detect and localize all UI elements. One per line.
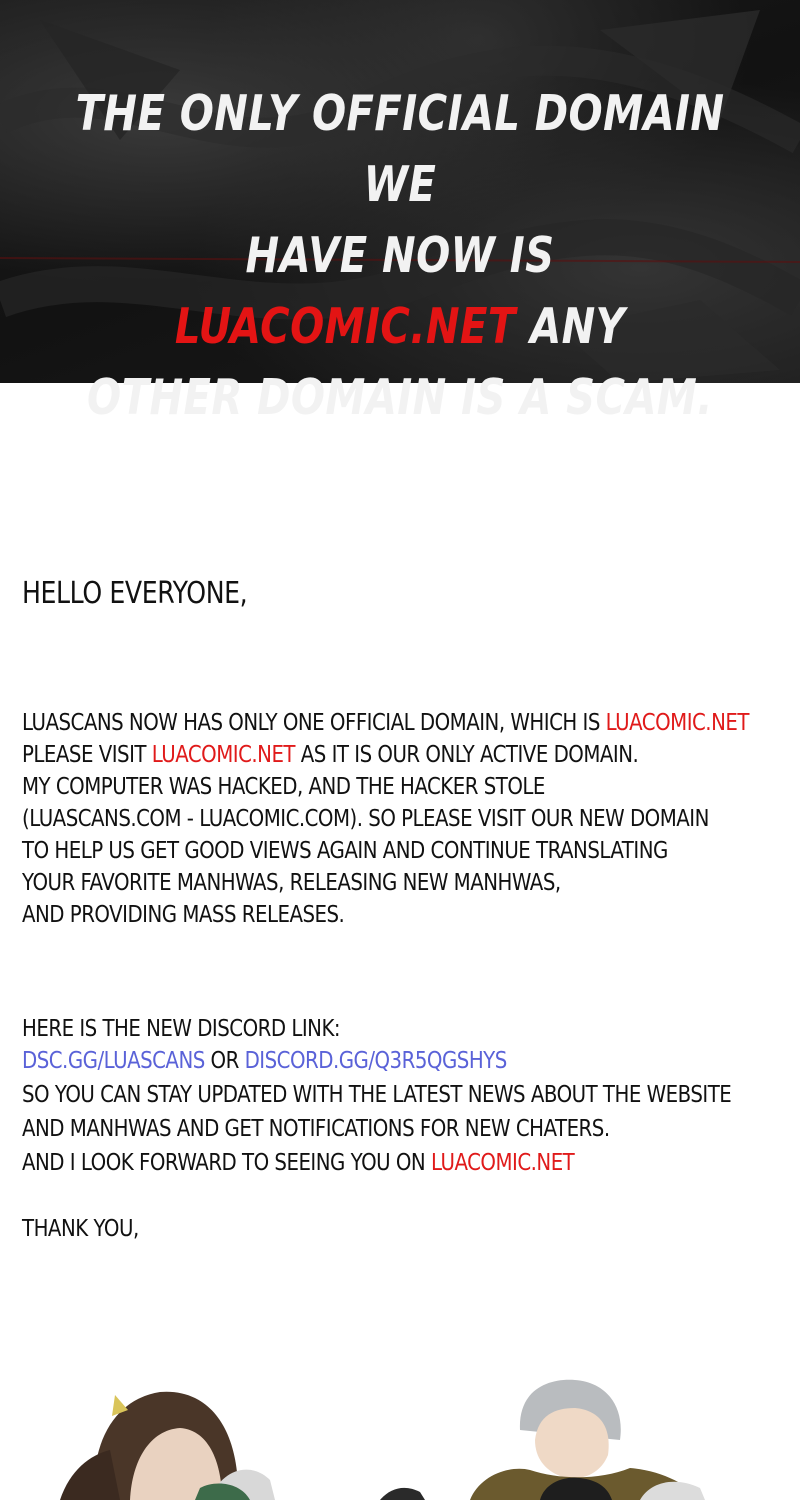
paragraph-2-line-2 xyxy=(22,1048,507,1074)
banner-message xyxy=(72,78,728,433)
domain-link[interactable]: LUACOMIC.NET xyxy=(605,710,749,736)
paragraph-1-line-6: YOUR FAVORITE MANHWAS, RELEASING NEW MANHWAS, xyxy=(22,870,561,896)
right-character xyxy=(380,1380,705,1500)
paragraph-1-line-3: MY COMPUTER WAS HACKED, AND THE HACKER STOLE xyxy=(22,774,545,800)
paragraph-1-line-7: AND PROVIDING MASS RELEASES. xyxy=(22,902,345,928)
banner-domain-highlight: LUACOMIC.NET xyxy=(174,298,516,355)
banner-line-2 xyxy=(72,220,728,362)
paragraph-2-line-4: AND MANHWAS AND GET NOTIFICATIONS FOR NEW CHATERS. xyxy=(22,1116,610,1142)
paragraph-1-line-1 xyxy=(22,710,749,736)
paragraph-1-line-5: TO HELP US GET GOOD VIEWS AGAIN AND CONTINUE TRANSLATING xyxy=(22,838,668,864)
signoff: THANK YOU, xyxy=(22,1216,139,1242)
discord-link-short[interactable]: DSC.GG/LUASCANS xyxy=(22,1048,205,1074)
banner-line-1: THE ONLY OFFICIAL DOMAIN WE xyxy=(75,85,725,213)
manhwa-characters-illustration xyxy=(0,1370,800,1500)
greeting: HELLO EVERYONE, xyxy=(22,576,248,611)
banner-line-3: OTHER DOMAIN IS A SCAM. xyxy=(87,369,713,426)
paragraph-1-line-2-suffix: AS IT IS OUR ONLY ACTIVE DOMAIN. xyxy=(295,742,639,768)
paragraph-1-line-1-text: LUASCANS NOW HAS ONLY ONE OFFICIAL DOMAIN, WHICH IS xyxy=(22,710,606,736)
link-separator: OR xyxy=(204,1048,245,1074)
banner-line-2-prefix: HAVE NOW IS xyxy=(245,227,555,284)
paragraph-2-line-1: HERE IS THE NEW DISCORD LINK: xyxy=(22,1016,341,1042)
paragraph-1-line-2 xyxy=(22,742,638,768)
domain-link[interactable]: LUACOMIC.NET xyxy=(151,742,296,768)
paragraph-2-line-5-text: AND I LOOK FORWARD TO SEEING YOU ON xyxy=(22,1150,431,1176)
paragraph-2-line-3: SO YOU CAN STAY UPDATED WITH THE LATEST NEWS ABOUT THE WEBSITE xyxy=(22,1082,732,1108)
paragraph-1-line-4: (LUASCANS.COM - LUACOMIC.COM). SO PLEASE VISIT OUR NEW DOMAIN xyxy=(22,806,709,832)
paragraph-1-line-2-prefix: PLEASE VISIT xyxy=(22,742,152,768)
paragraph-2-line-5 xyxy=(22,1150,574,1176)
left-character xyxy=(60,1392,275,1500)
domain-link[interactable]: LUACOMIC.NET xyxy=(430,1150,575,1176)
banner-line-2-suffix: ANY xyxy=(515,298,626,355)
warning-banner xyxy=(0,0,800,426)
discord-link-full[interactable]: DISCORD.GG/Q3R5QGSHYS xyxy=(244,1048,507,1074)
